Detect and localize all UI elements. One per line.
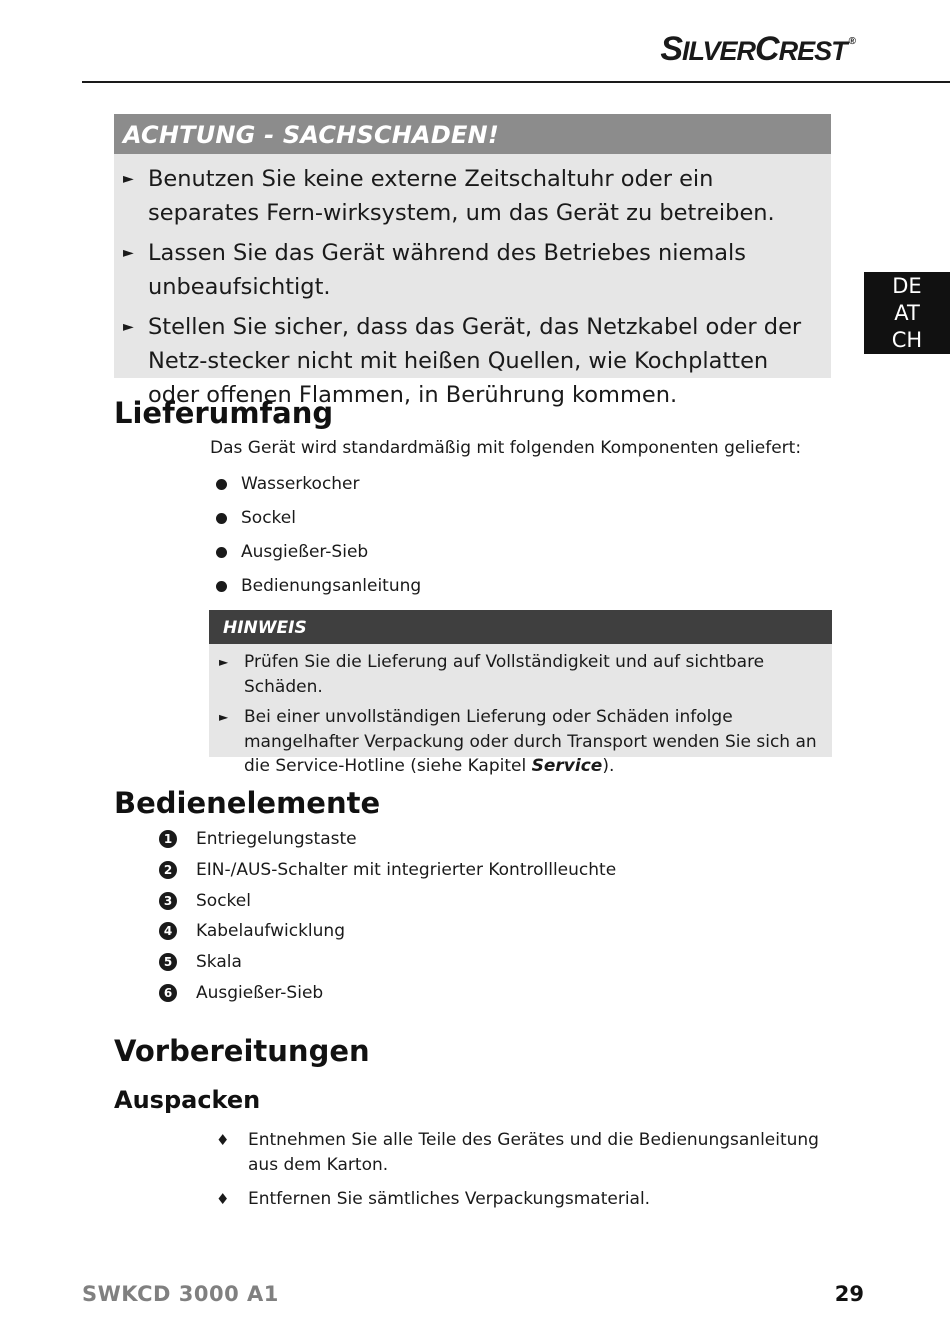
unpacking-list [216,1128,836,1221]
list-item: Bedienungsanleitung [216,572,421,606]
warning-title: ACHTUNG - SACHSCHADEN! [114,114,831,154]
list-item: 3 Sockel [158,886,616,917]
lang-de: DE [892,273,922,298]
warning-box [114,114,831,408]
number-badge: 1 [159,830,177,848]
list-item: ♦ Entfernen Sie sämtliches Verpackungsmaterial. [216,1187,836,1212]
bullet-icon [216,547,227,558]
lang-ch: CH [891,327,923,352]
number-badge: 3 [159,892,177,910]
controls-heading: Bedienelemente [114,786,381,820]
arrow-right-icon: ► [219,655,229,669]
model-number: SWKCD 3000 A1 [82,1282,279,1306]
number-badge: 4 [159,922,177,940]
arrow-right-icon: ► [123,319,134,335]
unpacking-subheading: Auspacken [114,1086,261,1114]
bullet-icon [216,581,227,592]
note-item: ► Prüfen Sie die Lieferung auf Vollständigkeit und auf sichtbare Schäden. [219,652,765,697]
language-tab [864,272,950,354]
list-item: 5 Skala [158,947,616,978]
list-item: 4 Kabelaufwicklung [158,916,616,947]
note-item: ► Bei einer unvollständigen Lieferung oder Schäden infolge mangelhafter Verpackung oder durch Transport wenden Sie sich an die Service-Hotline (siehe Kapitel Service). [219,707,817,776]
scope-list [216,470,421,606]
list-item: 2 EIN-/AUS-Schalter mit integrierter Kontrollleuchte [158,855,616,886]
list-item: Wasserkocher [216,470,421,504]
service-reference: Service [531,756,603,776]
number-badge: 5 [159,953,177,971]
warning-item: ► Lassen Sie das Gerät während des Betriebes niemals unbeaufsichtigt. [114,236,831,304]
note-box [209,610,832,776]
number-badge: 6 [159,984,177,1002]
list-item: 1 Entriegelungstaste [158,824,616,855]
diamond-bullet-icon: ♦ [216,1131,230,1149]
list-item: Sockel [216,504,421,538]
brand-logo: SILVERCREST ® [660,30,855,68]
diamond-bullet-icon: ♦ [216,1190,230,1208]
page-number: 29 [834,1282,864,1306]
warning-list [114,154,831,412]
bullet-icon [216,513,227,524]
note-title: HINWEIS [209,610,832,644]
warning-item: ► Benutzen Sie keine externe Zeitschaltuhr oder ein separates Fern-wirksystem, um das Gerät zu betreiben. [114,162,831,230]
note-list [209,644,832,779]
bullet-icon [216,479,227,490]
arrow-right-icon: ► [123,245,134,261]
scope-heading: Lieferumfang [114,396,334,430]
header-divider [82,81,950,83]
arrow-right-icon: ► [219,710,229,724]
controls-list [158,824,616,1009]
list-item: 6 Ausgießer-Sieb [158,978,616,1009]
lang-at: AT [894,300,920,325]
scope-intro: Das Gerät wird standardmäßig mit folgenden Komponenten geliefert: [210,438,802,458]
number-badge: 2 [159,861,177,879]
warning-item: ► Stellen Sie sicher, dass das Gerät, das Netzkabel oder der Netz-stecker nicht mit heißen Quellen, wie Kochplatten oder offenen Flammen, in Berührung kommen. [114,310,831,412]
preparation-heading: Vorbereitungen [114,1034,370,1068]
list-item: Ausgießer-Sieb [216,538,421,572]
arrow-right-icon: ► [123,171,134,187]
list-item: ♦ Entnehmen Sie alle Teile des Gerätes und die Bedienungsanleitung aus dem Karton. [216,1130,819,1175]
